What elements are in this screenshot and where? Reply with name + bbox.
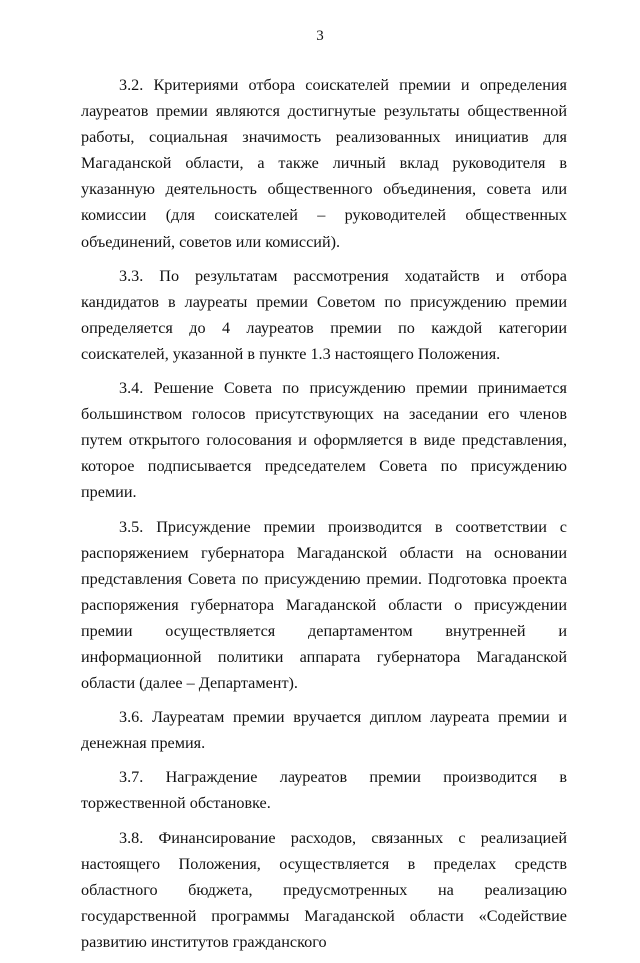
paragraph-3-4: 3.4. Решение Совета по присуждению премии принимается большинством голосов присутствующих на заседании его членов путем открытого голосования и оформляется в виде представления, которое подписывается председателем Совета по присуждению премии. [81,379,567,502]
paragraph-3-2: 3.2. Критериями отбора соискателей премии и определения лауреатов премии являются достигнутые результаты общественной работы, социальная значимость реализованных инициатив для Магаданской области, а также личный вклад руководителя в указанную деятельность общественного объединения, совета или комиссии (для соискателей – руководителей общественных объединений, советов или комиссий). [81,76,567,251]
paragraph-3-6: 3.6. Лауреатам премии вручается диплом лауреата премии и денежная премия. [81,708,567,753]
page-number: 3 [316,28,324,44]
paragraph-3-7: 3.7. Награждение лауреатов премии производится в торжественной обстановке. [81,768,567,813]
paragraph-3-8: 3.8. Финансирование расходов, связанных с реализацией настоящего Положения, осуществляется в пределах средств областного бюджета, предусмотренных на реализацию государственной программы Магаданской области «Содействие развитию институтов гражданского [81,828,567,951]
paragraph-3-3: 3.3. По результатам рассмотрения ходатайств и отбора кандидатов в лауреаты премии Советом по присуждению премии определяется до 4 лауреатов премии по каждой категории соискателей, указанной в пункте 1.3 настоящего Положения. [81,266,567,363]
document-body [81,72,567,963]
paragraph-3-5: 3.5. Присуждение премии производится в соответствии с распоряжением губернатора Магаданской области на основании представления Совета по присуждению премии. Подготовка проекта распоряжения губернатора Магаданской области о присуждении премии осуществляется департаментом внутренней и информационной политики аппарата губернатора Магаданской области (далее – Департамент). [81,517,567,693]
